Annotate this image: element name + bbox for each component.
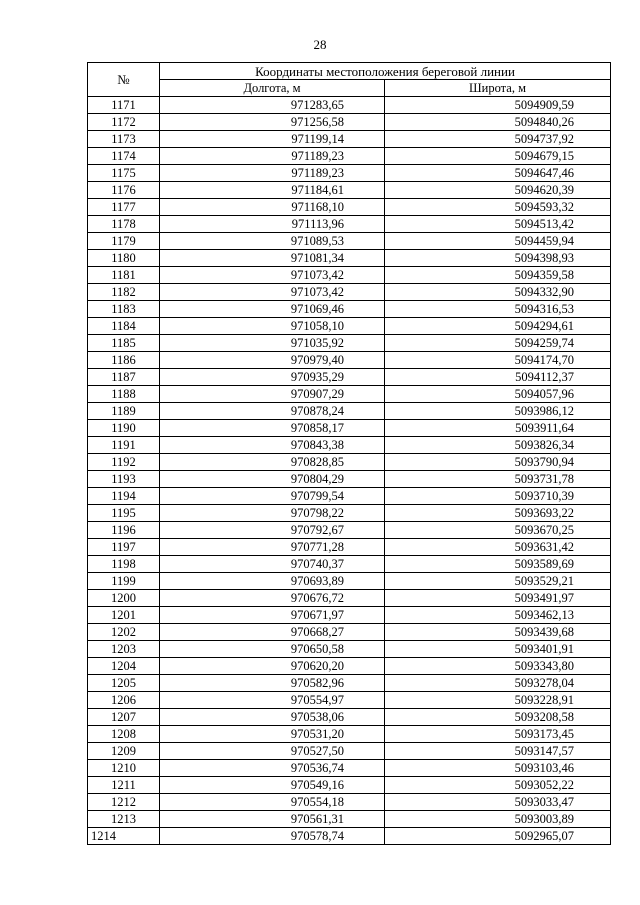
point-number-cell: 1213 <box>88 811 160 828</box>
point-number-cell: 1210 <box>88 760 160 777</box>
table-row <box>88 522 611 539</box>
latitude-cell: 5093589,69 <box>385 556 611 573</box>
table-row <box>88 471 611 488</box>
longitude-cell: 971069,46 <box>160 301 385 318</box>
latitude-cell: 5093826,34 <box>385 437 611 454</box>
longitude-cell: 971058,10 <box>160 318 385 335</box>
latitude-cell: 5093439,68 <box>385 624 611 641</box>
point-number-cell: 1175 <box>88 165 160 182</box>
point-number-cell: 1187 <box>88 369 160 386</box>
longitude-cell: 971089,53 <box>160 233 385 250</box>
latitude-cell: 5094909,59 <box>385 97 611 114</box>
latitude-cell: 5094294,61 <box>385 318 611 335</box>
latitude-cell: 5093790,94 <box>385 454 611 471</box>
point-number-cell: 1200 <box>88 590 160 607</box>
longitude-cell: 970527,50 <box>160 743 385 760</box>
table-row <box>88 675 611 692</box>
longitude-cell: 970561,31 <box>160 811 385 828</box>
table-row <box>88 641 611 658</box>
latitude-cell: 5093462,13 <box>385 607 611 624</box>
table-row <box>88 284 611 301</box>
table-row <box>88 607 611 624</box>
latitude-cell: 5093693,22 <box>385 505 611 522</box>
longitude-cell: 970536,74 <box>160 760 385 777</box>
table-row <box>88 624 611 641</box>
table-header <box>88 63 611 97</box>
longitude-cell: 970907,29 <box>160 386 385 403</box>
table-row <box>88 590 611 607</box>
point-number-cell: 1192 <box>88 454 160 471</box>
longitude-cell: 970828,85 <box>160 454 385 471</box>
table-row <box>88 794 611 811</box>
point-number-cell: 1204 <box>88 658 160 675</box>
point-number-cell: 1207 <box>88 709 160 726</box>
table-row <box>88 811 611 828</box>
point-number-cell: 1171 <box>88 97 160 114</box>
latitude-cell: 5094737,92 <box>385 131 611 148</box>
longitude-cell: 970858,17 <box>160 420 385 437</box>
longitude-cell: 971168,10 <box>160 199 385 216</box>
table-row <box>88 250 611 267</box>
latitude-cell: 5094647,46 <box>385 165 611 182</box>
table-row <box>88 352 611 369</box>
table-row <box>88 777 611 794</box>
table-row <box>88 828 611 845</box>
longitude-cell: 971073,42 <box>160 284 385 301</box>
point-number-cell: 1190 <box>88 420 160 437</box>
point-number-cell: 1185 <box>88 335 160 352</box>
latitude-cell: 5094459,94 <box>385 233 611 250</box>
table-row <box>88 573 611 590</box>
point-number-cell: 1208 <box>88 726 160 743</box>
table-row <box>88 267 611 284</box>
table-row <box>88 182 611 199</box>
table-row <box>88 386 611 403</box>
table-row <box>88 114 611 131</box>
latitude-cell: 5094398,93 <box>385 250 611 267</box>
latitude-cell: 5093491,97 <box>385 590 611 607</box>
point-number-cell: 1191 <box>88 437 160 454</box>
latitude-cell: 5094840,26 <box>385 114 611 131</box>
longitude-cell: 970740,37 <box>160 556 385 573</box>
point-number-cell: 1206 <box>88 692 160 709</box>
number-column-header: № <box>88 63 160 97</box>
longitude-cell: 970582,96 <box>160 675 385 692</box>
page-number: 28 <box>313 37 327 52</box>
latitude-cell: 5093670,25 <box>385 522 611 539</box>
longitude-cell: 971184,61 <box>160 182 385 199</box>
latitude-cell: 5093147,57 <box>385 743 611 760</box>
longitude-cell: 971256,58 <box>160 114 385 131</box>
longitude-cell: 970798,22 <box>160 505 385 522</box>
latitude-cell: 5093052,22 <box>385 777 611 794</box>
table-row <box>88 318 611 335</box>
table-body <box>88 97 611 845</box>
latitude-cell: 5093228,91 <box>385 692 611 709</box>
point-number-cell: 1196 <box>88 522 160 539</box>
longitude-cell: 970668,27 <box>160 624 385 641</box>
table-row <box>88 131 611 148</box>
latitude-cell: 5094174,70 <box>385 352 611 369</box>
longitude-cell: 970671,97 <box>160 607 385 624</box>
longitude-column-header: Долгота, м <box>160 80 385 97</box>
longitude-cell: 970935,29 <box>160 369 385 386</box>
point-number-cell: 1186 <box>88 352 160 369</box>
table-row <box>88 539 611 556</box>
latitude-cell: 5094593,32 <box>385 199 611 216</box>
latitude-column-header: Широта, м <box>385 80 611 97</box>
longitude-cell: 970693,89 <box>160 573 385 590</box>
latitude-cell: 5094057,96 <box>385 386 611 403</box>
point-number-cell: 1173 <box>88 131 160 148</box>
longitude-cell: 971081,34 <box>160 250 385 267</box>
longitude-cell: 971189,23 <box>160 165 385 182</box>
latitude-cell: 5094259,74 <box>385 335 611 352</box>
longitude-cell: 971199,14 <box>160 131 385 148</box>
point-number-cell: 1178 <box>88 216 160 233</box>
table-row <box>88 148 611 165</box>
point-number-cell: 1179 <box>88 233 160 250</box>
point-number-cell: 1180 <box>88 250 160 267</box>
latitude-cell: 5094316,53 <box>385 301 611 318</box>
longitude-cell: 970549,16 <box>160 777 385 794</box>
longitude-cell: 970676,72 <box>160 590 385 607</box>
longitude-cell: 971035,92 <box>160 335 385 352</box>
table-row <box>88 97 611 114</box>
latitude-cell: 5093278,04 <box>385 675 611 692</box>
latitude-cell: 5094359,58 <box>385 267 611 284</box>
point-number-cell: 1184 <box>88 318 160 335</box>
latitude-cell: 5093911,64 <box>385 420 611 437</box>
latitude-cell: 5094620,39 <box>385 182 611 199</box>
coordinates-table <box>87 62 611 845</box>
point-number-cell: 1211 <box>88 777 160 794</box>
point-number-cell: 1212 <box>88 794 160 811</box>
longitude-cell: 970792,67 <box>160 522 385 539</box>
point-number-cell: 1205 <box>88 675 160 692</box>
latitude-cell: 5093401,91 <box>385 641 611 658</box>
point-number-cell: 1176 <box>88 182 160 199</box>
longitude-cell: 970554,18 <box>160 794 385 811</box>
coordinates-group-header: Координаты местоположения береговой линии <box>160 63 611 80</box>
latitude-cell: 5093208,58 <box>385 709 611 726</box>
longitude-cell: 971073,42 <box>160 267 385 284</box>
latitude-cell: 5093731,78 <box>385 471 611 488</box>
table-row <box>88 488 611 505</box>
longitude-cell: 970620,20 <box>160 658 385 675</box>
latitude-cell: 5093103,46 <box>385 760 611 777</box>
latitude-cell: 5094332,90 <box>385 284 611 301</box>
point-number-cell: 1181 <box>88 267 160 284</box>
longitude-cell: 970771,28 <box>160 539 385 556</box>
point-number-cell: 1193 <box>88 471 160 488</box>
longitude-cell: 970538,06 <box>160 709 385 726</box>
table-row <box>88 556 611 573</box>
longitude-cell: 970979,40 <box>160 352 385 369</box>
latitude-cell: 5093631,42 <box>385 539 611 556</box>
point-number-cell: 1172 <box>88 114 160 131</box>
latitude-cell: 5093986,12 <box>385 403 611 420</box>
table-row <box>88 301 611 318</box>
longitude-cell: 971113,96 <box>160 216 385 233</box>
table-row <box>88 709 611 726</box>
table-row <box>88 233 611 250</box>
longitude-cell: 970804,29 <box>160 471 385 488</box>
point-number-cell: 1183 <box>88 301 160 318</box>
latitude-cell: 5092965,07 <box>385 828 611 845</box>
point-number-cell: 1201 <box>88 607 160 624</box>
point-number-cell: 1189 <box>88 403 160 420</box>
table-row <box>88 420 611 437</box>
latitude-cell: 5093003,89 <box>385 811 611 828</box>
point-number-cell: 1195 <box>88 505 160 522</box>
point-number-cell: 1199 <box>88 573 160 590</box>
point-number-cell: 1194 <box>88 488 160 505</box>
point-number-cell: 1209 <box>88 743 160 760</box>
longitude-cell: 971283,65 <box>160 97 385 114</box>
longitude-cell: 970843,38 <box>160 437 385 454</box>
latitude-cell: 5094513,42 <box>385 216 611 233</box>
point-number-cell: 1174 <box>88 148 160 165</box>
longitude-cell: 970531,20 <box>160 726 385 743</box>
latitude-cell: 5093343,80 <box>385 658 611 675</box>
table-row <box>88 505 611 522</box>
point-number-cell: 1182 <box>88 284 160 301</box>
latitude-cell: 5093529,21 <box>385 573 611 590</box>
point-number-cell: 1197 <box>88 539 160 556</box>
point-number-cell: 1188 <box>88 386 160 403</box>
table-row <box>88 335 611 352</box>
table-row <box>88 726 611 743</box>
latitude-cell: 5094679,15 <box>385 148 611 165</box>
latitude-cell: 5094112,37 <box>385 369 611 386</box>
longitude-cell: 970554,97 <box>160 692 385 709</box>
table-row <box>88 760 611 777</box>
latitude-cell: 5093173,45 <box>385 726 611 743</box>
table-row <box>88 369 611 386</box>
point-number-cell: 1177 <box>88 199 160 216</box>
point-number-cell: 1203 <box>88 641 160 658</box>
table-row <box>88 216 611 233</box>
table-row <box>88 165 611 182</box>
point-number-cell: 1214 <box>88 828 160 845</box>
latitude-cell: 5093033,47 <box>385 794 611 811</box>
longitude-cell: 971189,23 <box>160 148 385 165</box>
longitude-cell: 970878,24 <box>160 403 385 420</box>
longitude-cell: 970578,74 <box>160 828 385 845</box>
point-number-cell: 1202 <box>88 624 160 641</box>
longitude-cell: 970799,54 <box>160 488 385 505</box>
latitude-cell: 5093710,39 <box>385 488 611 505</box>
table-row <box>88 437 611 454</box>
table-row <box>88 403 611 420</box>
table-row <box>88 658 611 675</box>
point-number-cell: 1198 <box>88 556 160 573</box>
longitude-cell: 970650,58 <box>160 641 385 658</box>
table-row <box>88 692 611 709</box>
table-row <box>88 743 611 760</box>
table-row <box>88 199 611 216</box>
table-row <box>88 454 611 471</box>
